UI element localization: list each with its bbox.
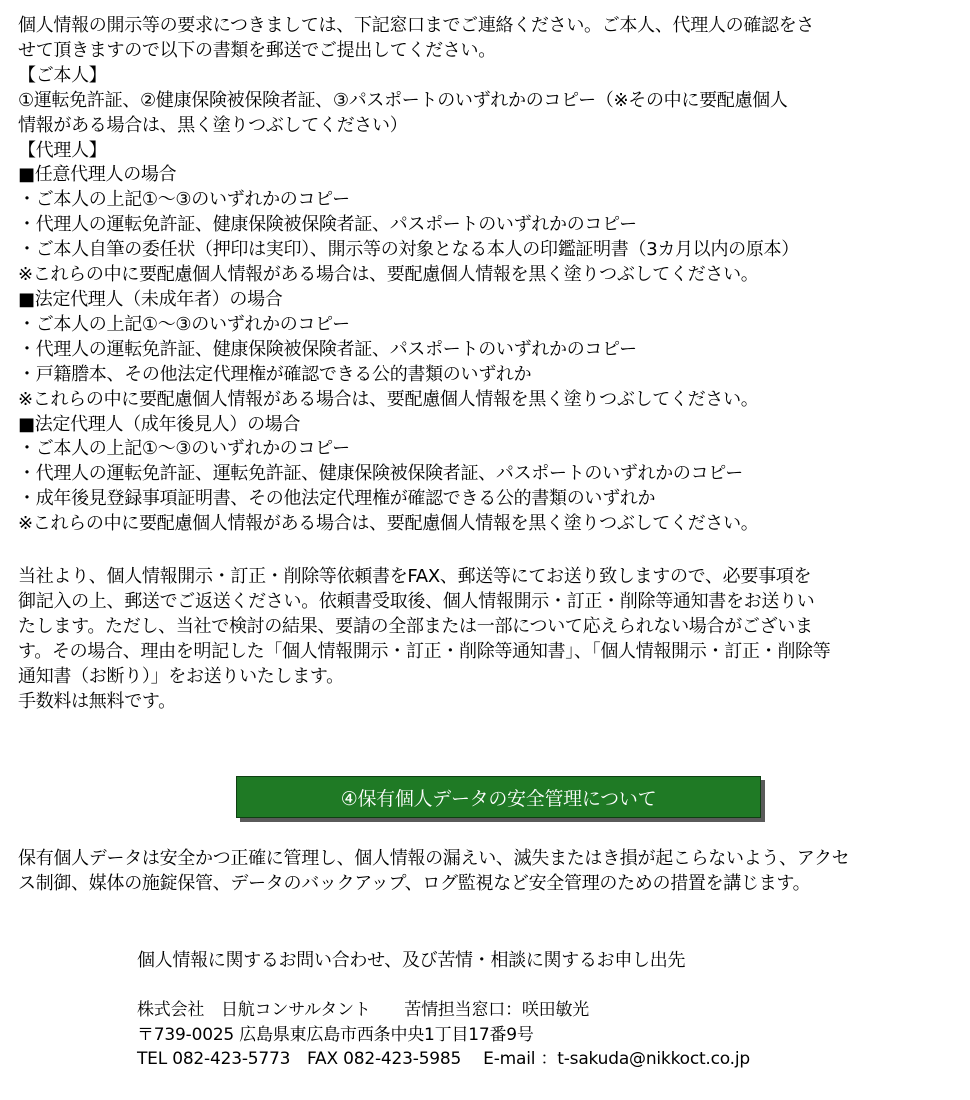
text-line: ス制御、媒体の施錠保管、データのバックアップ、ログ監視など安全管理のための措置を講じます。 xyxy=(18,872,811,894)
agent-type-voluntary: ■任意代理人の場合 xyxy=(18,164,177,186)
text-line: せて頂きますので以下の書類を郵送でご提出してください。 xyxy=(18,39,496,61)
fee-note: 手数料は無料です。 xyxy=(18,690,176,712)
text-line: 個人情報の開示等の要求につきましては、下記窓口までご連絡ください。ご本人、代理人の確認をさ xyxy=(18,15,815,36)
contact-title: 個人情報に関するお問い合わせ、及び苦情・相談に関するお申し出先 xyxy=(137,950,686,971)
disclosure-request-section xyxy=(18,14,963,537)
subheading-principal: 【ご本人】 xyxy=(18,64,107,86)
subheading-agent: 【代理人】 xyxy=(18,139,107,161)
text-line: 御記入の上、郵送でご返送ください。依頼書受取後、個人情報開示・訂正・削除等通知書をお送りい xyxy=(18,590,815,612)
text-line: 保有個人データは安全かつ正確に管理し、個人情報の漏えい、滅失またはき損が起こらないよう、アクセ xyxy=(18,848,850,869)
text-line: 当社より、個人情報開示・訂正・削除等依頼書をFAX、郵送等にてお送り致しますので、必要事項を xyxy=(18,566,812,587)
text-line: 情報がある場合は、黒く塗りつぶしてください） xyxy=(18,114,408,136)
text-line: ①運転免許証、②健康保険被保険者証、③パスポートのいずれかのコピー（※その中に要配慮個人 xyxy=(18,89,788,111)
procedure-section xyxy=(18,565,963,714)
list-item: ・成年後見登録事項証明書、その他法定代理権が確認できる公的書類のいずれか xyxy=(18,488,656,510)
note-line: ※これらの中に要配慮個人情報がある場合は、要配慮個人情報を黒く塗りつぶしてください。 xyxy=(18,513,759,535)
text-line: す。その場合、理由を明記した「個人情報開示・訂正・削除等通知書」、「個人情報開示・訂正・削除等 xyxy=(18,640,831,662)
list-item: ・ご本人の上記①～③のいずれかのコピー xyxy=(18,438,350,460)
list-item: ・ご本人の上記①～③のいずれかのコピー xyxy=(18,313,350,335)
contact-info xyxy=(137,998,750,1072)
agent-type-minor: ■法定代理人（未成年者）の場合 xyxy=(18,288,283,310)
note-line: ※これらの中に要配慮個人情報がある場合は、要配慮個人情報を黒く塗りつぶしてください。 xyxy=(18,388,759,410)
list-item: ・代理人の運転免許証、健康保険被保険者証、パスポートのいずれかのコピー xyxy=(18,338,637,360)
list-item: ・戸籍謄本、その他法定代理権が確認できる公的書類のいずれか xyxy=(18,363,532,385)
text-line: たします。ただし、当社で検討の結果、要請の全部または一部について応えられない場合がございま xyxy=(18,615,813,637)
safety-management-heading: ④保有個人データの安全管理について xyxy=(236,776,761,818)
list-item: ・ご本人自筆の委任状（押印は実印）、開示等の対象となる本人の印鑑証明書（3カ月以内の原本） xyxy=(18,239,799,261)
safety-management-section xyxy=(18,847,963,897)
text-line: 通知書（お断り）」をお送りいたします。 xyxy=(18,665,344,687)
list-item: ・代理人の運転免許証、運転免許証、健康保険被保険者証、パスポートのいずれかのコピー xyxy=(18,463,743,485)
address-line: 〒739-0025 広島県東広島市西条中央1丁目17番9号 xyxy=(137,1024,534,1045)
company-line: 株式会社 日航コンサルタント 苦情担当窓口：咲田敏光 xyxy=(137,1000,590,1020)
agent-type-guardian: ■法定代理人（成年後見人）の場合 xyxy=(18,413,301,435)
note-line: ※これらの中に要配慮個人情報がある場合は、要配慮個人情報を黒く塗りつぶしてください。 xyxy=(18,264,759,286)
list-item: ・代理人の運転免許証、健康保険被保険者証、パスポートのいずれかのコピー xyxy=(18,214,637,236)
list-item: ・ご本人の上記①～③のいずれかのコピー xyxy=(18,189,350,211)
phone-email-line: TEL 082-423-5773 FAX 082-423-5985 E-mail ：t-sakuda@nikkoct.co.jp xyxy=(137,1049,751,1069)
